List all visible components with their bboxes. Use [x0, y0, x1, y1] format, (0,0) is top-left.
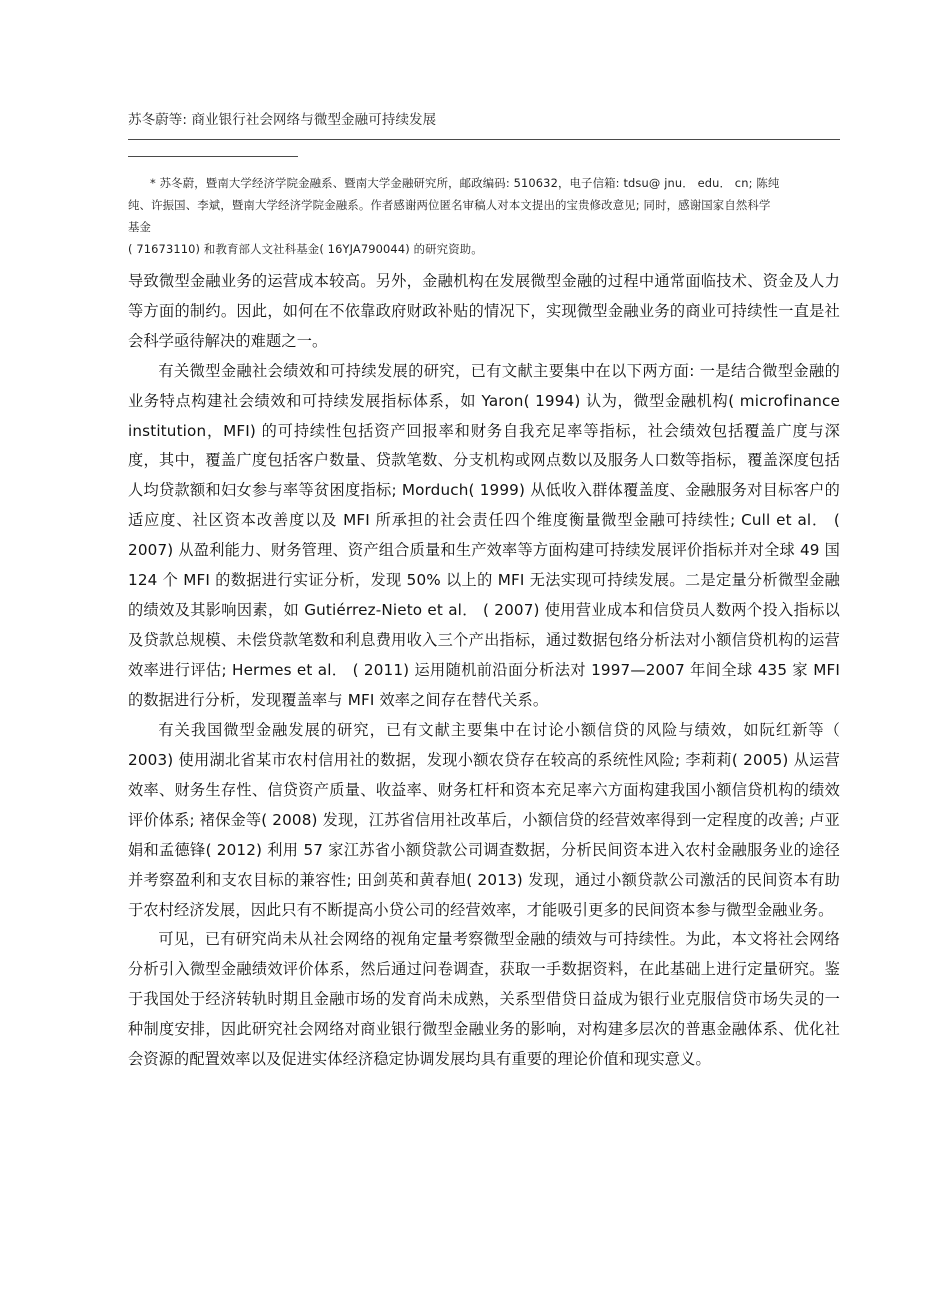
header-rule-full: [128, 139, 840, 140]
paragraph-1: 导致微型金融业务的运营成本较高。另外，金融机构在发展微型金融的过程中通常面临技术、资金及人力等方面的制约。因此，如何在不依靠政府财政补贴的情况下，实现微型金融业务的商业可持续性一直是社会科学亟待解决的难题之一。: [128, 271, 840, 350]
paragraph-2: 有关微型金融社会绩效和可持续发展的研究，已有文献主要集中在以下两方面: 一是结合微型金融的业务特点构建社会绩效和可持续发展指标体系，如 Yaron( 1994) 认为，微型金融机构( microfinance institution，MFI) 的可持续性包括资产回报率和财务自我充足率等指标，社会绩效包括覆盖广度与深度，其中，覆盖广度包括客户数量、贷款笔数、分支机构或网点数以及服务人口数等指标，覆盖深度包括人均贷款额和妇女参与率等贫困度指标; Morduch( 1999) 从低收入群体覆盖度、金融服务对目标客户的适应度、社区资本改善度以及 MFI 所承担的社会责任四个维度衡量微型金融可持续性; Cull et al． ( 2007) 从盈利能力、财务管理、资产组合质量和生产效率等方面构建可持续发展评价指标并对全球 49 国 124 个 MFI 的数据进行实证分析，发现 50% 以上的 MFI 无法实现可持续发展。二是定量分析微型金融的绩效及其影响因素，如 Gutiérrez-Nieto et al． ( 2007) 使用营业成本和信贷员人数两个投入指标以及贷款总规模、未偿贷款笔数和利息费用收入三个产出指标，通过数据包络分析法对小额信贷机构的运营效率进行评估; Hermes et al． ( 2011) 运用随机前沿面分析法对 1997—2007 年间全球 435 家 MFI 的数据进行分析，发现覆盖率与 MFI 效率之间存在替代关系。: [128, 361, 840, 709]
footnote-line-1-text: * 苏冬蔚，暨南大学经济学院金融系、暨南大学金融研究所，邮政编码: 510632，电子信箱: tdsu@ jnu． edu． cn; 陈纯: [150, 176, 780, 191]
footnote-line-3: 基金: [128, 220, 152, 235]
page-content: [128, 110, 840, 1075]
footnote-line-1: [128, 173, 840, 195]
body-text: [128, 267, 840, 1075]
footnote-line-4: ( 71673110) 和教育部人文社科基金( 16YJA790044) 的研究资助。: [128, 241, 483, 256]
paragraph-4: 可见，已有研究尚未从社会网络的视角定量考察微型金融的绩效与可持续性。为此，本文将社会网络分析引入微型金融绩效评价体系，然后通过问卷调查，获取一手数据资料，在此基础上进行定量研究。鉴于我国处于经济转轨时期且金融市场的发育尚未成熟，关系型借贷日益成为银行业克服信贷市场失灵的一种制度安排，因此研究社会网络对商业银行微型金融业务的影响，对构建多层次的普惠金融体系、优化社会资源的配置效率以及促进实体经济稳定协调发展均具有重要的理论价值和现实意义。: [128, 930, 840, 1069]
footnote-block: [128, 173, 840, 261]
footnote-separator-rule: [128, 156, 298, 157]
running-head: 苏冬蔚等: 商业银行社会网络与微型金融可持续发展: [128, 112, 437, 128]
paragraph-3: 有关我国微型金融发展的研究，已有文献主要集中在讨论小额信贷的风险与绩效，如阮红新等（ 2003) 使用湖北省某市农村信用社的数据，发现小额农贷存在较高的系统性风险; 李莉莉( 2005) 从运营效率、财务生存性、信贷资产质量、收益率、财务杠杆和资本充足率六方面构建我国小额信贷机构的绩效评价体系; 褚保金等( 2008) 发现，江苏省信用社改革后，小额信贷的经营效率得到一定程度的改善; 卢亚娟和孟德锋( 2012) 利用 57 家江苏省小额贷款公司调查数据，分析民间资本进入农村金融服务业的途径并考察盈利和支农目标的兼容性; 田剑英和黄春旭( 2013) 发现，通过小额贷款公司激活的民间资本有助于农村经济发展，因此只有不断提高小贷公司的经营效率，才能吸引更多的民间资本参与微型金融业务。: [128, 720, 840, 919]
footnote-line-2: 纯、许振国、李斌，暨南大学经济学院金融系。作者感谢两位匿名审稿人对本文提出的宝贵修改意见; 同时，感谢国家自然科学: [128, 198, 771, 213]
